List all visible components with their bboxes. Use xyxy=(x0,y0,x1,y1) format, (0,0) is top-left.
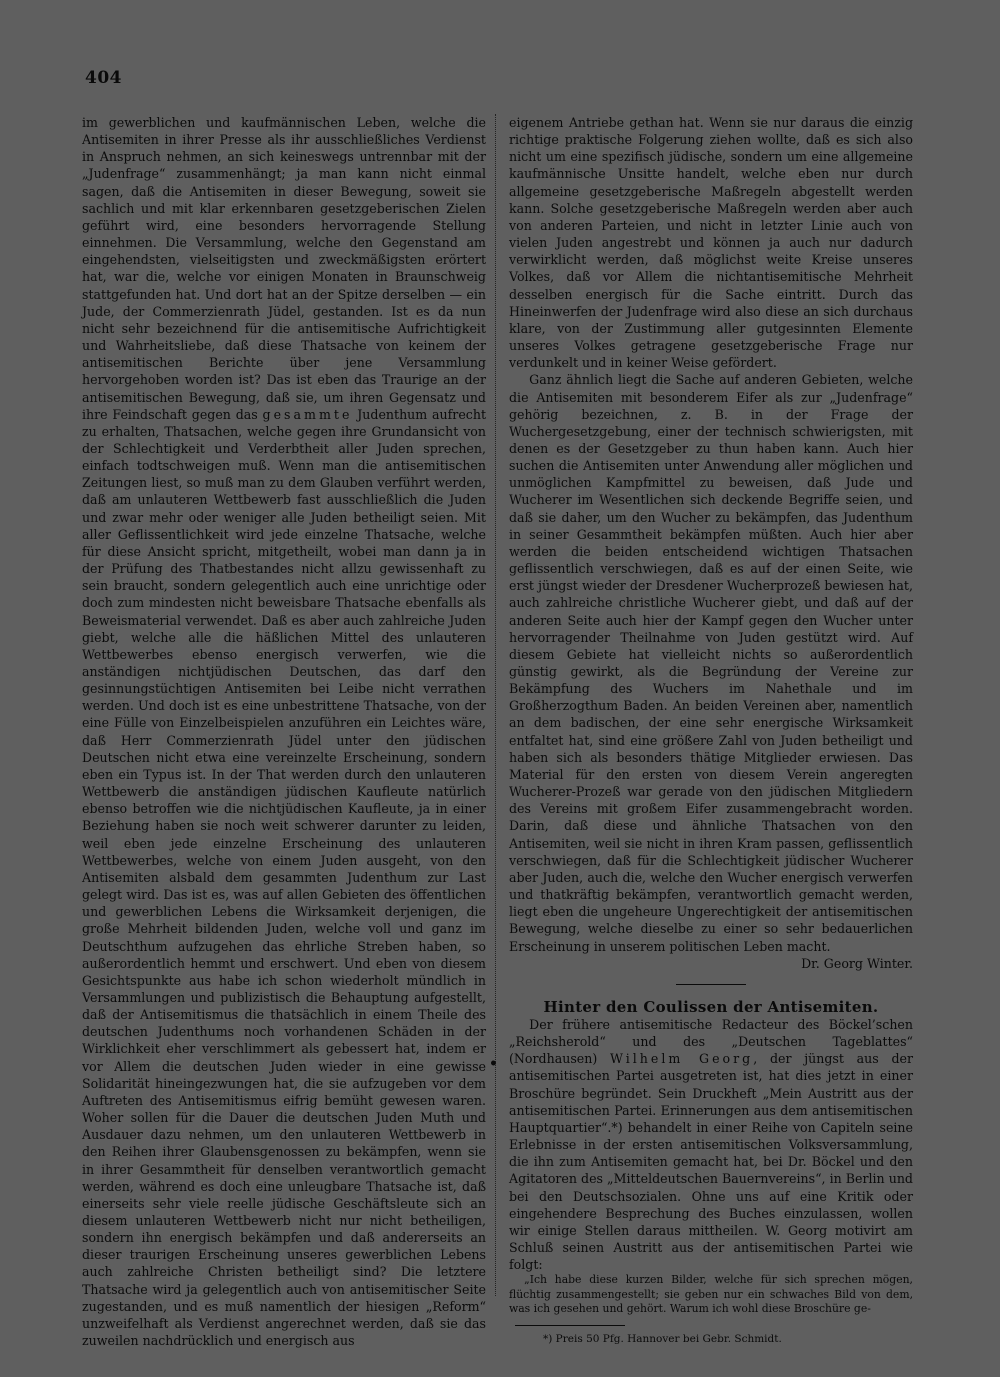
p3-spaced-name: Wilhelm Georg xyxy=(610,1051,754,1067)
section-divider xyxy=(676,984,746,985)
left-text-part-2: Judenthum aufrecht zu erhalten, Thatsachen, welche gegen ihre Grundansicht von der Schlechtigkeit und Verderbtheit aller Juden sprechen, einfach todtschweigen muß. Wenn man die antisemitischen Zeitungen liest, so muß man zu dem Glauben verführt werden, daß am unlauteren Wettbewerb fast ausschließlich die Juden und zwar mehr oder weniger alle Juden betheiligt seien. Mit aller Geflissentlichkeit wird jede einzelne Thatsache, welche für diese Ansicht spricht, mitgetheilt, wobei man dann ja in der Prüfung des Thatbestandes nicht allzu gewissenhaft zu sein braucht, sondern gelegentlich auch eine unrichtige oder doch zum mindesten nicht beweisbare Thatsache ebenfalls als Beweismaterial verwendet. Daß es aber auch zahlreiche Juden giebt, welche alle die häßlichen Mittel des unlauteren Wettbewerbes ebenso energisch verwerfen, wie die anständigen nichtjüdischen Deutschen, das darf den gesinnungstüchtigen Antisemiten bei Leibe nicht verrathen werden. Und doch ist es eine unbestrittene Thatsache, von der eine Fülle von Einzelbeispielen anzuführen ein Leichtes wäre, daß Herr Commerzienrath Jüdel unter den jüdischen Deutschen nicht etwa eine vereinzelte Erscheinung, sondern eben ein Typus ist. In der That werden durch den unlauteren Wettbewerb die anständigen jüdischen Kaufleute natürlich ebenso betroffen wie die nichtjüdischen Kaufleute, ja in einer Beziehung haben sie noch weit schwerer darunter zu leiden, weil eben jede einzelne Erscheinung des unlauteren Wettbewerbes, welche von einem Juden ausgeht, von den Antisemiten alsbald dem gesammten Judenthum zur Last gelegt wird. Das ist es, was auf allen Gebieten des öffentlichen und gewerblichen Lebens die Wirksamkeit derjenigen, die große Mehrheit bildenden Juden, welche voll und ganz im Deutschthum aufzugehen das ehrliche Streben haben, so außerordentlich hemmt und erschwert. Und eben von diesem Gesichtspunkte aus habe ich schon wiederholt mündlich in Versammlungen und publizistisch die Behauptung aufgestellt, daß der Antisemitismus die thatsächlich in einem Theile des deutschen Judenthums noch vorhandenen Schäden in der Wirklichkeit eher verschlimmert als gebessert hat, indem er vor Allem die deutschen Juden wieder in eine gewisse Solidarität hineingezwungen hat, die sie aufzugeben vor dem Auftreten des Antisemitismus eifrig bemüht gewesen waren. Woher sollen für die Dauer die deutschen Juden Muth und Ausdauer dazu nehmen, um den unlauteren Wettbewerb in den Reihen ihrer Glaubensgenossen zu bekämpfen, wenn sie in ihrer Gesammtheit für denselben verantwortlich gemacht werden, während es doch eine unleugbare Thatsache ist, daß einerseits sehr viele reelle jüdische Geschäftsleute sich an diesem unlauteren Wettbewerb nicht nur nicht betheiligen, sondern ihn energisch bekämpfen und daß andererseits an dieser traurigen Erscheinung unseres gewerblichen Lebens auch zahlreiche Christen betheiligt sind? Die letztere Thatsache wird ja gelegentlich auch von antisemitischer Seite zugestanden, und es muß namentlich der hiesigen „Reform“ unzweifelhaft als Verdienst angerechnet werden, daß sie das zuweilen nachdrücklich und energisch aus xyxy=(82,406,486,1349)
author-signature: Dr. Georg Winter. xyxy=(801,955,913,971)
column-divider-mark: • xyxy=(489,1056,498,1072)
footnote-rule xyxy=(515,1325,625,1326)
left-paragraph xyxy=(82,114,486,1349)
right-column xyxy=(509,114,913,1346)
column-divider xyxy=(495,114,496,1296)
p3-text-a: Der frühere antisemitische Redacteur des Böckel’schen „Reichsherold“ und des „Deutschen Tageblattes“ (Nordhausen) xyxy=(509,1016,913,1067)
footnote: *) Preis 50 Pfg. Hannover bei Gebr. Schmidt. xyxy=(543,1332,782,1345)
right-paragraph-3 xyxy=(509,1016,913,1273)
left-text-part-1: im gewerblichen und kaufmännischen Leben, welche die Antisemiten in ihrer Presse als ihr ausschließliches Verdienst in Anspruch nehmen, an sich keineswegs untrennbar mit der „Judenfrage“ zusammenhängt; ja man kann nicht einmal sagen, daß die Antisemiten in dieser Bewegung, soweit sie sachlich und mit klar erkennbaren gesetzgeberischen Zielen geführt wird, eine besonders hervorragende Stellung einnehmen. Die Versammlung, welche den Gegenstand am eingehendsten, vielseitigsten und zweckmäßigsten erörtert hat, war die, welche vor einigen Monaten in Braunschweig stattgefunden hat. Und dort hat an der Spitze derselben — ein Jude, der Commerzienrath Jüdel, gestanden. Ist es da nun nicht sehr bezeichnend für die antisemitische Aufrichtigkeit und Wahrheitsliebe, daß diese Thatsache von keinem der antisemitischen Berichte über jene Versammlung hervorgehoben worden ist? Das ist eben das Traurige an der antisemitischen Bewegung, daß sie, um ihren Gegensatz und ihre Feindschaft gegen das xyxy=(82,115,486,422)
article-heading: Hinter den Coulissen der Antisemiten. xyxy=(543,997,879,1016)
right-paragraph-2: Ganz ähnlich liegt die Sache auf anderen Gebieten, welche die Antisemiten mit besonderem Eifer als zur „Judenfrage“ gehörig bezeichnen, z. B. in der Frage der Wuchergesetzgebung, einer der technisch schwierigsten, mit denen es der Gesetzgeber zu thun haben kann. Auch hier suchen die Antisemiten unter Anwendung aller möglichen und unmöglichen Kampfmittel zu beweisen, daß Jude und Wucherer im Wesentlichen sich deckende Begriffe seien, und daß sie daher, um den Wucher zu bekämpfen, das Judenthum in seiner Gesammtheit bekämpfen müßten. Auch hier aber werden die beiden entscheidend wichtigen Thatsachen geflissentlich verschwiegen, daß es auf der einen Seite, wie erst jüngst wieder der Dresdener Wucherprozeß bewiesen hat, auch zahlreiche christliche Wucherer giebt, und daß auf der anderen Seite auch hier der Kampf gegen den Wucher unter hervorragender Theilnahme von Juden gestützt wird. Auf diesem Gebiete hat vielleicht nichts so außerordentlich günstig gewirkt, als die Begründung der Vereine zur Bekämpfung des Wuchers im Nahethale und im Großherzogthum Baden. An beiden Vereinen aber, namentlich an dem badischen, der eine sehr energische Wirksamkeit entfaltet hat, sind eine größere Zahl von Juden betheiligt und haben sich als besonders thätige Mitglieder erwiesen. Das Material für den ersten von diesem Verein angeregten Wucherer-Prozeß war gerade von den jüdischen Mitgliedern des Vereins mit großem Eifer zusammengebracht worden. Darin, daß diese und ähnliche Thatsachen von den Antisemiten, weil sie nicht in ihren Kram passen, geflissentlich verschwiegen, daß für die Schlechtigkeit jüdischer Wucherer aber Juden, auch die, welche den Wucher energisch verwerfen und thatkräftig bekämpfen, verantwortlich gemacht werden, liegt eben die ungeheure Ungerechtigkeit der antisemitischen Bewegung, welche dieselbe zu einer so sehr bedauerlichen Erscheinung in unserem politischen Leben macht. xyxy=(509,372,913,954)
p3-text-b: , der jüngst aus der antisemitischen Partei ausgetreten ist, hat dies jetzt in einer Broschüre begründet. Sein Druckheft „Mein Austritt aus der antisemitischen Partei. Erinnerungen aus dem antisemitischen Hauptquartier“.*) behandelt in einer Reihe von Capiteln seine Erlebnisse in der ersten antisemitischen Volksversammlung, die ihn zum Antisemiten gemacht hat, bei Dr. Böckel und den Agitatoren des „Mitteldeutschen Bauernvereins“, in Berlin und bei den Deutschsozialen. Ohne uns auf eine Kritik oder eingehendere Besprechung des Buches einzulassen, wollen wir einige Stellen daraus mittheilen. W. Georg motivirt am Schluß seinen Austritt aus der antisemitischen Partei wie folgt: xyxy=(509,1051,913,1273)
quote-block: „Ich habe diese kurzen Bilder, welche für sich sprechen mögen, flüchtig zusammengestellt; sie geben nur ein schwaches Bild von dem, was ich gesehen und gehört. Warum ich wohl diese Broschüre ge- xyxy=(509,1273,913,1316)
left-spaced-word: gesammte xyxy=(262,406,353,422)
right-paragraph-1: eigenem Antriebe gethan hat. Wenn sie nur daraus die einzig richtige praktische Folgerung ziehen wollte, daß es sich also nicht um eine spezifisch jüdische, sondern um eine allgemeine kaufmännische Unsitte handelt, welche eben nur durch allgemeine gesetzgeberische Maßregeln abgestellt werden kann. Solche gesetzgeberische Maßregeln werden aber auch von anderen Parteien, und nicht in letzter Linie auch von vielen Juden angestrebt und können ja auch nur dadurch verwirklicht werden, daß möglichst weite Kreise unseres Volkes, daß vor Allem die nichtantisemitische Mehrheit desselben energisch für die Sache eintritt. Durch das Hineinwerfen der Judenfrage wird also diese an sich durchaus klare, von der Zustimmung aller gutgesinnten Elemente unseres Volkes getragene gesetzgeberische Frage nur verdunkelt und in keiner Weise gefördert. xyxy=(509,115,913,371)
left-column xyxy=(82,114,486,1349)
page-number: 404 xyxy=(85,68,122,88)
